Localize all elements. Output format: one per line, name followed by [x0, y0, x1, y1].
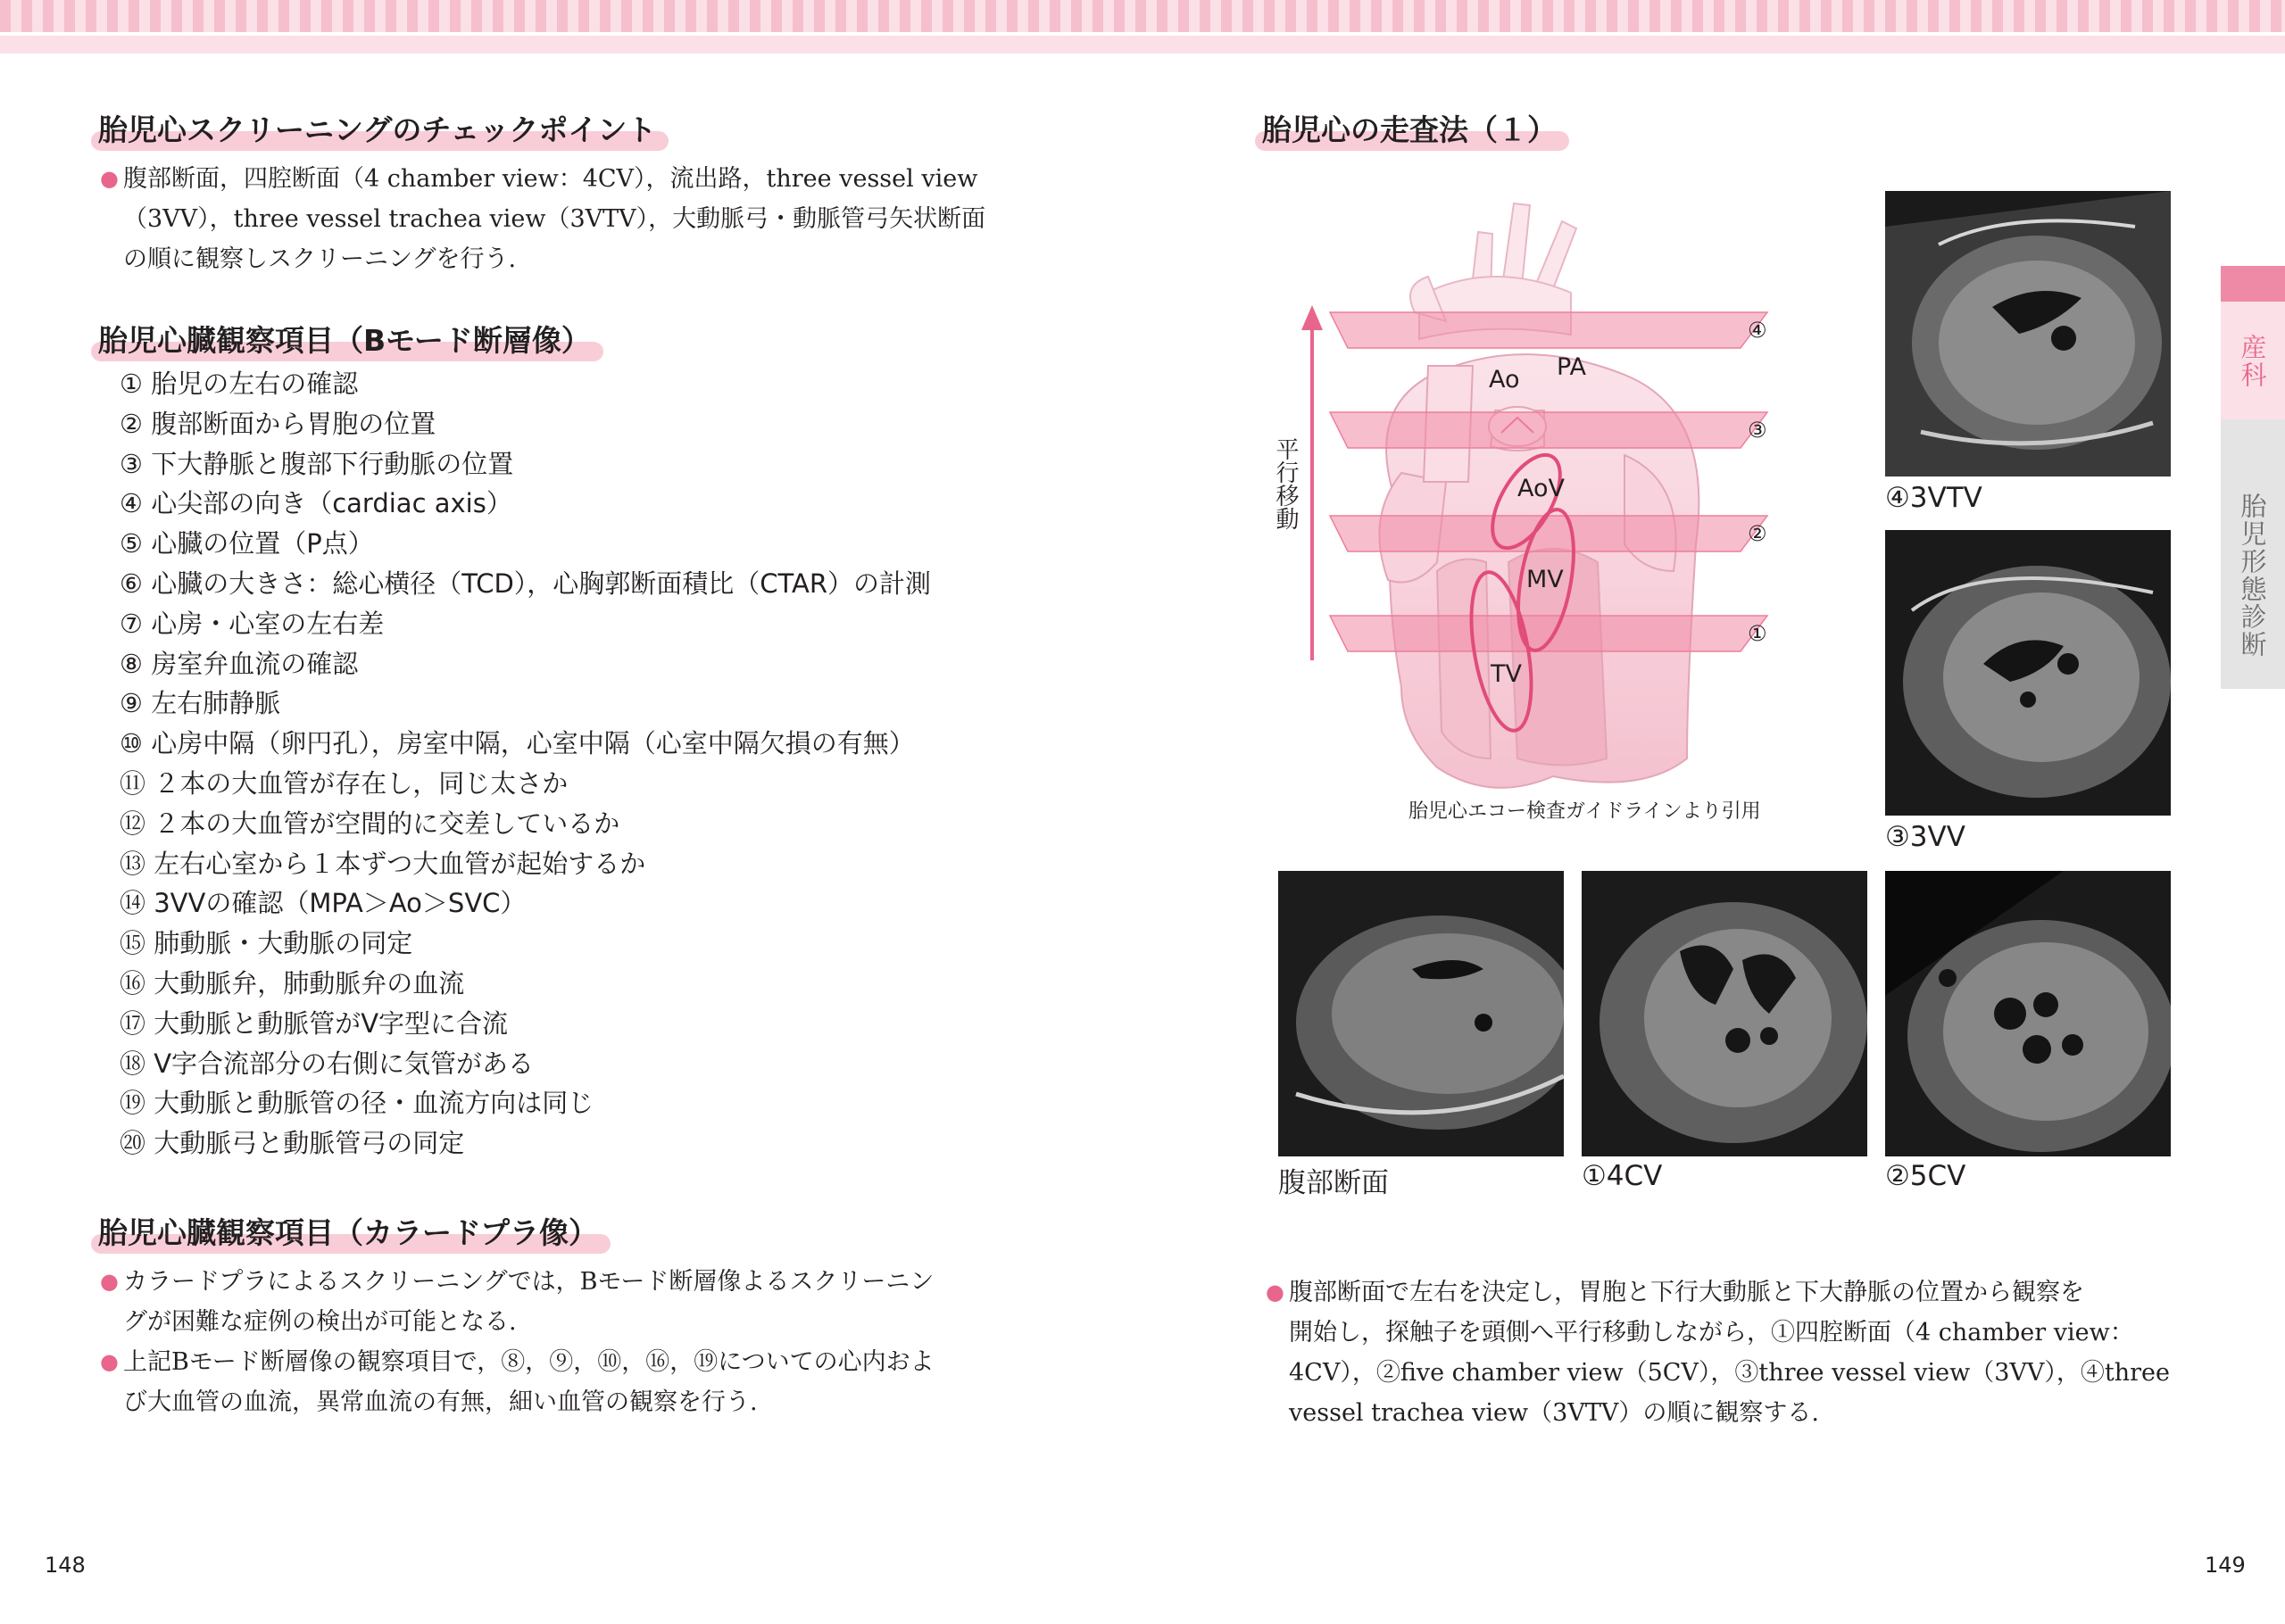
list-item: ③ 下大静脈と腹部下行動脈の位置 — [120, 448, 514, 479]
screening-paragraph — [100, 159, 1025, 279]
text-line: 腹部断面，四腔断面（4 chamber view：4CV），流出路，three vessel view — [123, 165, 978, 193]
ultrasound-3vtv — [1885, 191, 2171, 476]
list-item: ⑧ 房室弁血流の確認 — [120, 648, 359, 679]
ultrasound-4cv-svg — [1582, 871, 1867, 1156]
side-tab-fetal-morphology[interactable]: 胎児形態診断 — [2237, 493, 2268, 659]
text-line: 開始し，探触子を頭側へ平行移動しながら，①四腔断面（4 chamber view： — [1289, 1319, 2134, 1346]
ultrasound-abdominal — [1278, 871, 1564, 1156]
label-plane-1: ① — [1748, 621, 1767, 646]
label-plane-4: ④ — [1748, 318, 1767, 343]
ultrasound-3vv — [1885, 530, 2171, 816]
list-item: ⑰ 大動脈と動脈管がV字型に合流 — [120, 1007, 509, 1039]
label-4cv: ①4CV — [1582, 1160, 1663, 1192]
list-item: ⑱ V字合流部分の右側に気管がある — [120, 1048, 535, 1079]
bullet-dot: ● — [100, 1269, 119, 1294]
side-tab-obstetrics[interactable]: 産科 — [2237, 334, 2268, 389]
label-parallel-move: 平行移動 — [1272, 437, 1299, 530]
text-line: の順に観察しスクリーニングを行う. — [123, 245, 517, 273]
text-line: カラードプラによるスクリーニングでは，Bモード断層像よるスクリーニン — [123, 1268, 935, 1296]
section-title-fetal-heart-scanning: 胎児心の走査法（１） — [1259, 107, 1560, 149]
side-tab-accent — [2221, 266, 2285, 302]
top-decorative-band — [0, 0, 2285, 54]
list-item: ⑭ 3VVの確認（MPA＞Ao＞SVC） — [120, 888, 527, 919]
scanning-caption — [1266, 1272, 2190, 1433]
list-item: ⑫ ２本の大血管が空間的に交差しているか — [120, 808, 620, 839]
diagram-credit: 胎児心エコー検査ガイドラインより引用 — [1408, 800, 1761, 823]
ultrasound-3vtv-svg — [1885, 191, 2171, 476]
heart-diagram-svg — [1267, 187, 1803, 866]
ultrasound-4cv — [1582, 871, 1867, 1156]
text-line: び大血管の血流，異常血流の有無，細い血管の観察を行う. — [123, 1388, 758, 1416]
label-mv: MV — [1526, 566, 1564, 593]
scan-plane-2 — [1330, 516, 1767, 551]
list-item: ① 胎児の左右の確認 — [120, 369, 359, 399]
list-item: ② 腹部断面から胃胞の位置 — [120, 408, 436, 439]
ultrasound-5cv — [1885, 871, 2171, 1156]
parallel-move-arrow-head — [1301, 305, 1323, 330]
scan-plane-4 — [1330, 312, 1767, 348]
text-line: （3VV），three vessel trachea view（3VTV），大動脈弓・動脈管弓矢状断面 — [123, 205, 986, 233]
text-line: 4CV），②five chamber view（5CV），③three vessel view（3VV），④three — [1289, 1359, 2171, 1387]
bullet-item — [100, 1342, 1025, 1422]
scan-plane-1 — [1330, 616, 1767, 651]
list-item: ⑩ 心房中隔（卵円孔），房室中隔，心室中隔（心室中隔欠損の有無） — [120, 728, 915, 759]
list-item: ⑥ 心臓の大きさ：総心横径（TCD），心胸郭断面積比（CTAR）の計測 — [120, 568, 932, 599]
bmode-observation-list — [120, 364, 931, 1164]
list-item: ⑨ 左右肺静脈 — [120, 688, 281, 719]
section-title-bmode-items: 胎児心臓観察項目（Bモード断層像） — [95, 318, 594, 360]
list-item: ⑳ 大動脈弓と動脈管弓の同定 — [120, 1128, 465, 1159]
label-3vtv: ④3VTV — [1885, 482, 1982, 514]
bullet-item — [1266, 1272, 2190, 1433]
label-pa: PA — [1557, 353, 1587, 381]
ultrasound-3vv-svg — [1885, 530, 2171, 816]
label-ao: Ao — [1489, 366, 1520, 394]
page-number-left: 148 — [45, 1553, 86, 1578]
text-line: グが困難な症例の検出が可能となる. — [123, 1308, 517, 1336]
heart-scanning-diagram — [1267, 187, 1803, 866]
list-item: ⑲ 大動脈と動脈管の径・血流方向は同じ — [120, 1088, 594, 1119]
right-ventricle — [1437, 559, 1491, 758]
label-aov: AoV — [1517, 475, 1565, 502]
bullet-dot: ● — [1266, 1280, 1284, 1305]
list-item: ④ 心尖部の向き（cardiac axis） — [120, 488, 512, 519]
band-dash-pattern — [0, 0, 2285, 32]
bullet-dot: ● — [100, 166, 119, 191]
text-line: 腹部断面で左右を決定し，胃胞と下行大動脈と下大静脈の位置から観察を — [1289, 1279, 2084, 1306]
list-item: ⑮ 肺動脈・大動脈の同定 — [120, 928, 413, 959]
bullet-item — [100, 159, 1025, 279]
list-item: ⑪ ２本の大血管が存在し，同じ太さか — [120, 767, 569, 799]
list-item: ⑤ 心臓の位置（P点） — [120, 528, 374, 559]
label-abdominal: 腹部断面 — [1278, 1167, 1389, 1199]
label-3vv: ③3VV — [1885, 821, 1965, 853]
bullet-dot: ● — [100, 1349, 119, 1374]
label-plane-2: ② — [1748, 521, 1767, 546]
scan-plane-3 — [1330, 412, 1767, 448]
list-item: ⑬ 左右心室から１本ずつ大血管が起始するか — [120, 848, 646, 879]
color-doppler-paragraphs — [100, 1262, 1025, 1422]
label-tv: TV — [1491, 660, 1522, 688]
section-title-color-doppler-items: 胎児心臓観察項目（カラードプラ像） — [95, 1210, 602, 1252]
text-line: vessel trachea view（3VTV）の順に観察する. — [1289, 1399, 1819, 1427]
band-edge — [0, 32, 2285, 36]
ultrasound-5cv-svg — [1885, 871, 2171, 1156]
section-title-screening-checkpoints: 胎児心スクリーニングのチェックポイント — [95, 107, 660, 149]
ultrasound-abdominal-svg — [1278, 871, 1564, 1156]
list-item: ⑦ 心房・心室の左右差 — [120, 608, 385, 639]
list-item: ⑯ 大動脈弁，肺動脈弁の血流 — [120, 967, 465, 998]
label-plane-3: ③ — [1748, 418, 1767, 443]
page-number-right: 149 — [2205, 1553, 2246, 1578]
label-5cv: ②5CV — [1885, 1160, 1966, 1192]
bullet-item — [100, 1262, 1025, 1342]
text-line: 上記Bモード断層像の観察項目で，⑧，⑨，⑩，⑯，⑲についての心内およ — [123, 1348, 935, 1376]
